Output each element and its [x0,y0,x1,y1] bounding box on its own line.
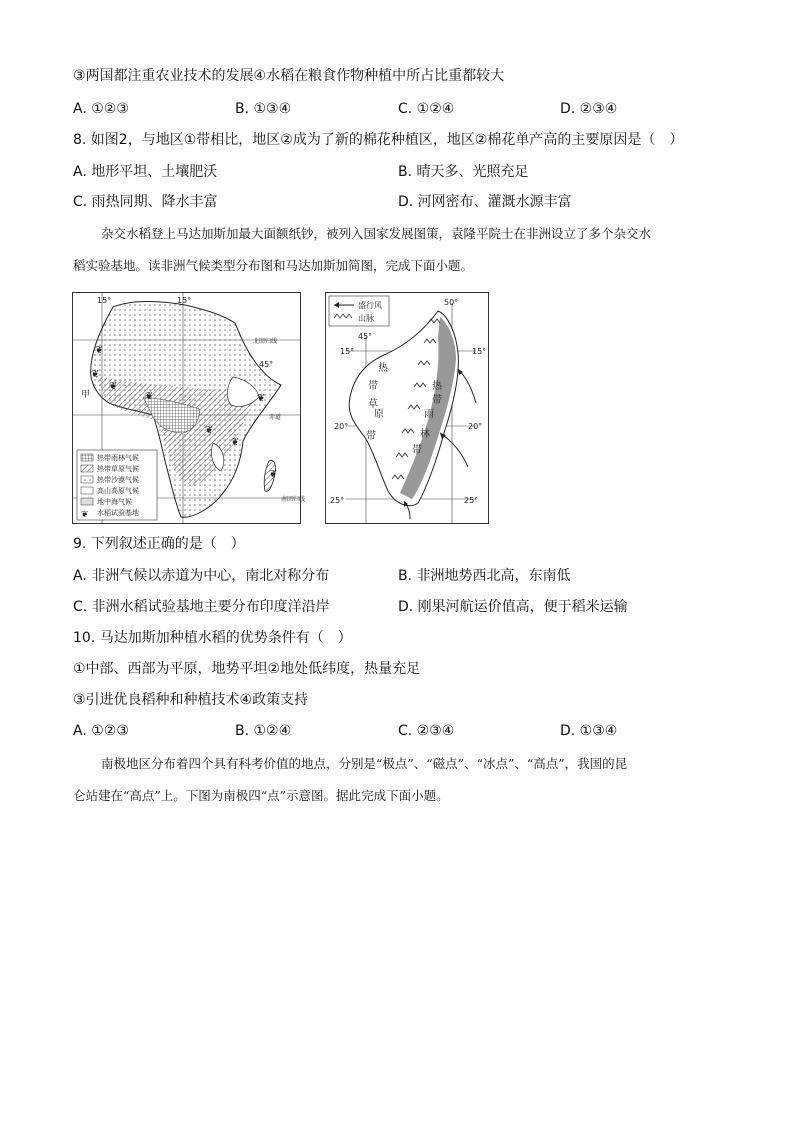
rice-base-icon: ❦ [257,393,266,404]
passage-antarctic-line1: 南极地区分布着四个具有科考价值的地点，分别是“极点”、“磁点”、“冰点”、“高点”，我国的昆 [101,756,628,771]
grass-label-4: 原 [374,409,384,420]
q8-option-d[interactable]: D. 河网密布、灌溉水源丰富 [398,194,572,210]
coord-50: 50° [444,298,459,307]
q7-statement-3-4: ③两国都注重农业技术的发展④水稻在粮食作物种植中所占比重都较大 [73,68,505,84]
legend-savanna: 热带草原气候 [97,465,139,473]
q8-option-b[interactable]: B. 晴天多、光照充足 [398,164,529,180]
legend-mountain-label: 山脉 [358,314,374,323]
rice-base-icon: ❦ [95,345,104,356]
grass-label-5: 带 [366,431,376,442]
wind-arrow [440,433,468,467]
q10-option-c[interactable]: C. ②③④ [398,723,455,739]
rice-base-icon: ❦ [231,437,240,448]
coord-45: 45° [358,332,373,341]
coord-25-right: 25° [464,496,479,505]
rice-base-icon: ❦ [91,369,100,380]
grass-label-2: 带 [368,381,378,392]
africa-climate-map [72,292,306,524]
lon-label-15e: 15° [177,296,192,305]
coord-20-right: 20° [468,422,483,431]
q10-option-b[interactable]: B. ①②④ [235,723,292,739]
grass-label-1: 热 [378,363,388,374]
q8-option-a[interactable]: A. 地形平坦、土壤肥沃 [73,164,218,180]
wind-arrow [458,369,476,403]
rain-label-5: 带 [412,445,422,456]
legend-desert: 热带沙漠气候 [97,476,139,484]
rain-label-2: 带 [432,395,442,406]
tropic-cancer-label: 北回归线 [253,338,278,345]
tropic-capricorn-label: 南回归线 [281,496,306,503]
q9-option-c[interactable]: C. 非洲水稻试验基地主要分布印度洋沿岸 [73,599,330,615]
q8-option-c[interactable]: C. 雨热同期、降水丰富 [73,194,218,210]
point-jia-label: 甲 [81,390,91,400]
q9-stem: 9. 下列叙述正确的是（ ） [73,536,245,552]
coord-20-left: 20° [334,422,349,431]
q7-option-d[interactable]: D. ②③④ [560,101,618,117]
q10-option-a[interactable]: A. ①②③ [73,723,129,739]
q9-option-d[interactable]: D. 刚果河航运价值高，便于稻米运输 [398,599,628,615]
rain-label-3: 雨 [424,409,434,420]
passage-antarctic-line2: 仑站建在“高点”上。下图为南极四“点”示意图。据此完成下面小题。 [73,788,449,803]
q7-option-c[interactable]: C. ①②④ [398,101,455,117]
grass-label-3: 草 [368,399,378,410]
q7-option-b[interactable]: B. ①③④ [235,101,292,117]
lon-label-45e: 45° [259,360,274,369]
q9-option-b[interactable]: B. 非洲地势西北高，东南低 [398,568,571,584]
q10-statements-1-2: ①中部、西部为平原，地势平坦②地处低纬度，热量充足 [73,661,421,677]
rice-base-legend-icon: ❦ [81,510,89,520]
rice-base-icon: ❦ [205,425,214,436]
legend-rice-base: 水稻试验基地 [97,509,139,517]
q7-option-a[interactable]: A. ①②③ [73,101,129,117]
q10-stem: 10. 马达加斯加种植水稻的优势条件有（ ） [73,630,352,646]
madagascar-map [325,292,489,524]
q10-option-d[interactable]: D. ①③④ [560,723,618,739]
rain-label-1: 热 [432,381,442,392]
legend-wind-label: 盛行风 [358,301,382,310]
rain-label-4: 林 [420,429,430,440]
equator-label: 赤道 [269,414,282,421]
legend-rainforest: 热带雨林气候 [97,454,139,462]
q9-option-a[interactable]: A. 非洲气候以赤道为中心，南北对称分布 [73,568,330,584]
rice-base-icon: ❦ [109,381,118,392]
coord-25-left: 25° [330,496,345,505]
passage-rice-line1: 杂交水稻登上马达加斯加最大面额纸钞，被列入国家发展图策，袁隆平院士在非洲设立了多个杂交水 [101,226,652,241]
q10-statements-3-4: ③引进优良稻种和种植技术④政策支持 [73,692,309,708]
rice-base-icon: ❦ [145,391,154,402]
rice-base-icon: ❦ [269,469,278,480]
coord-15-right: 15° [472,347,487,356]
legend-mediterranean: 地中海气候 [97,498,132,506]
q8-stem: 8. 如图2，与地区①带相比，地区②成为了新的棉花种植区，地区②棉花单产高的主要原因是（ ） [73,132,684,148]
coord-15-left: 15° [340,347,355,356]
lon-label-15w: 15° [97,296,112,305]
legend-highland: 高山高原气候 [97,487,139,495]
passage-rice-line2: 稻实验基地。读非洲气候类型分布图和马达加斯加简图，完成下面小题。 [73,258,474,273]
